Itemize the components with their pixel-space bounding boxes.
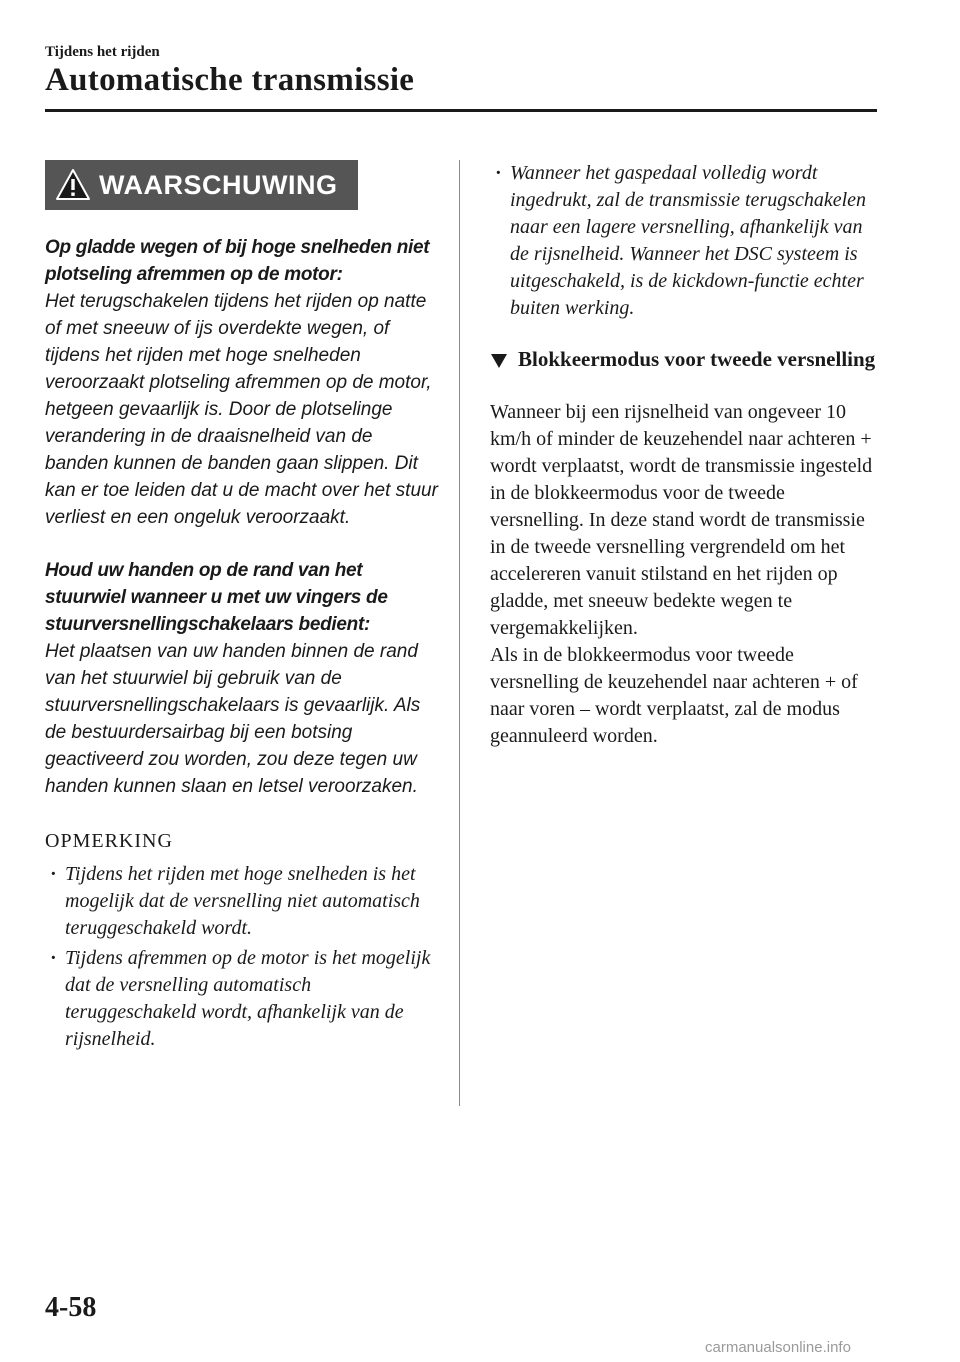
note-item-text: Tijdens afremmen op de motor is het mogelijk dat de versnelling automatisch teruggeschakeld wordt, afhankelijk van de rijsnelheid.	[65, 947, 431, 1050]
note-item	[45, 861, 440, 942]
note-item	[490, 160, 880, 322]
triangle-down-icon	[490, 353, 508, 369]
warning-body: Het terugschakelen tijdens het rijden op natte of met sneeuw of ijs overdekte wegen, of tijdens het rijden met hoge snelheden veroorzaakt plotseling afremmen op de motor, hetgeen gevaarlijk is. Door de plotselinge verandering in de draaisnelheid van de banden kunnen de banden gaan slippen. Dit kan er toe leiden dat u de macht over het stuur verliest en een ongeluk veroorzaakt.	[45, 291, 438, 528]
bullet-icon: ·	[50, 947, 57, 969]
warning-banner	[45, 160, 358, 210]
header-rule	[45, 109, 877, 112]
note-item-text: Wanneer het gaspedaal volledig wordt ingedrukt, zal de transmissie terugschakelen naar een lagere versnelling, afhankelijk van de rijsnelheid. Wanneer het DSC systeem is uitgeschakeld, is de kickdown-functie echter buiten werking.	[510, 162, 867, 319]
note-list-continued	[490, 160, 880, 322]
subsection-heading	[490, 346, 880, 373]
bullet-icon: ·	[495, 162, 502, 184]
bullet-icon: ·	[50, 863, 57, 885]
warning-label: WAARSCHUWING	[99, 169, 338, 200]
note-item-text: Tijdens het rijden met hoge snelheden is het mogelijk dat de versnelling niet automatisch teruggeschakeld wordt.	[65, 863, 420, 939]
page-number: 4-58	[45, 1292, 97, 1323]
warning-block	[45, 557, 440, 800]
note-title: OPMERKING	[45, 830, 173, 852]
warning-heading: Houd uw handen op de rand van het stuurwiel wanneer u met uw vingers de stuurversnellingschakelaars bedient:	[45, 560, 388, 635]
warning-heading: Op gladde wegen of bij hoge snelheden niet plotseling afremmen op de motor:	[45, 237, 430, 285]
body-paragraph: Wanneer bij een rijsnelheid van ongeveer 10 km/h of minder de keuzehendel naar achteren + wordt verplaatst, wordt de transmissie ingesteld in de blokkeermodus voor de tweede versnelling. In deze stand wordt de transmissie in de tweede versnelling vergrendeld om het accelereren vanuit stilstand en het rijden op gladde, met sneeuw bedekte wegen te vergemakkelijken.	[490, 401, 873, 639]
note-item	[45, 945, 440, 1053]
subsection-title: Blokkeermodus voor tweede versnelling	[518, 347, 876, 371]
watermark: carmanualsonline.info	[705, 1339, 851, 1356]
note-list	[45, 861, 440, 1053]
warning-triangle-icon	[55, 168, 91, 202]
warning-block	[45, 234, 440, 531]
right-column	[490, 160, 880, 750]
column-divider	[459, 160, 460, 1106]
warning-body: Het plaatsen van uw handen binnen de rand van het stuurwiel bij gebruik van de stuurversnellingschakelaars is gevaarlijk. Als de bestuurdersairbag bij een botsing geactiveerd zou worden, zou deze tegen uw handen kunnen slaan en letsel veroorzaken.	[45, 641, 421, 797]
left-column	[45, 160, 440, 1056]
chapter-title: Automatische transmissie	[45, 62, 415, 98]
body-paragraph: Als in de blokkeermodus voor tweede versnelling de keuzehendel naar achteren + of naar voren – wordt verplaatst, zal de modus geannuleerd worden.	[490, 644, 858, 747]
section-label: Tijdens het rijden	[45, 44, 160, 60]
